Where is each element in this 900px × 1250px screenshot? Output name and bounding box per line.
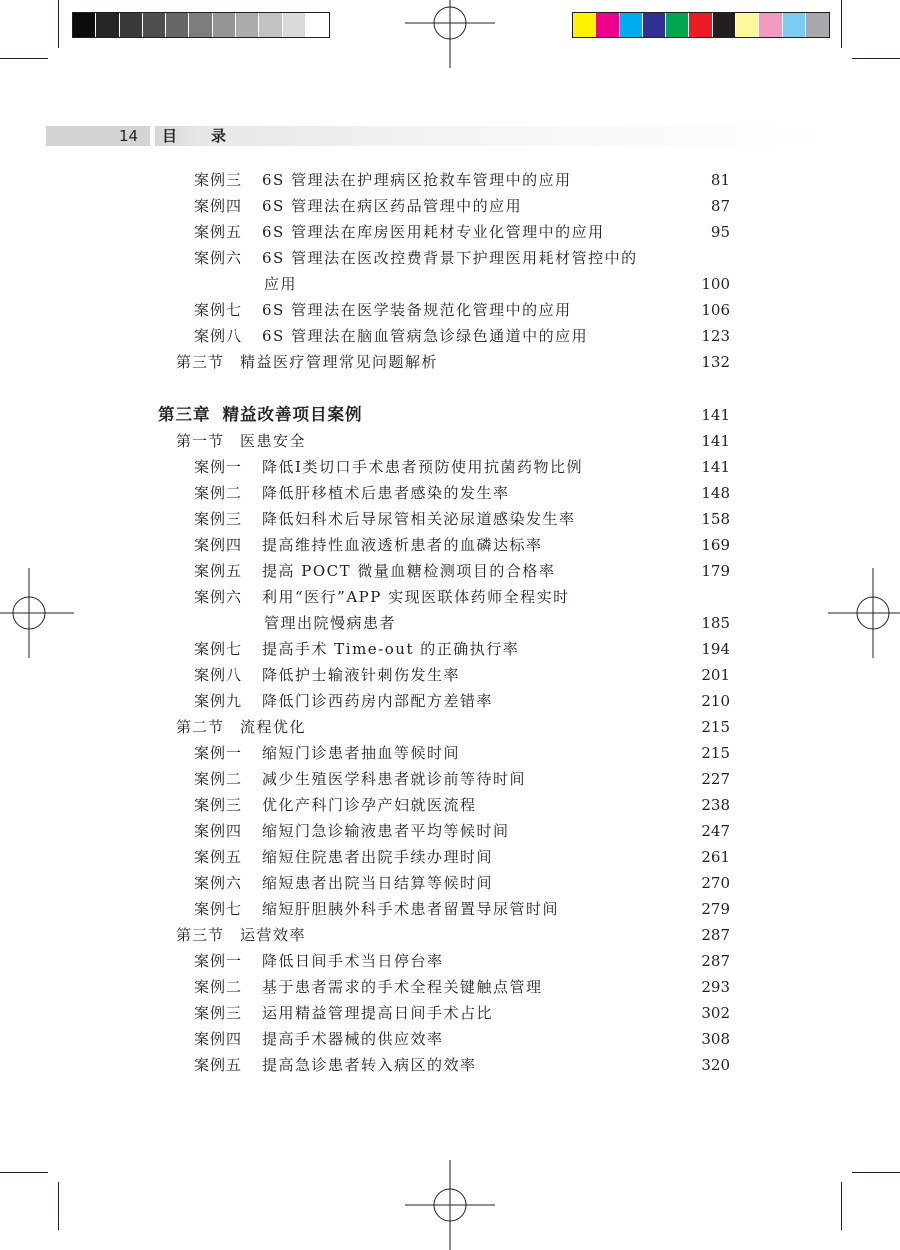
toc-entry-title: 应用: [264, 275, 298, 293]
toc-entry-title: 优化产科门诊孕产妇就医流程: [262, 796, 477, 814]
process-color-bar: [572, 12, 830, 38]
toc-page-number: 201: [701, 666, 730, 684]
toc-case-row[interactable]: [194, 1029, 730, 1049]
toc-entry-label: 案例六: [194, 249, 243, 267]
toc-leader-dots: [551, 535, 694, 555]
toc-section-row[interactable]: [176, 925, 730, 945]
toc-case-row[interactable]: [194, 196, 730, 216]
crop-mark: [58, 1182, 59, 1230]
toc-entry-title: 缩短肝胆胰外科手术患者留置导尿管时间: [262, 900, 560, 918]
toc-leader-dots: [452, 1029, 694, 1049]
color-swatch: [283, 13, 306, 37]
toc-case-row[interactable]: [194, 899, 730, 919]
toc-case-row[interactable]: [194, 691, 730, 711]
toc-leader-dots: [446, 352, 693, 372]
toc-leader-dots: [485, 795, 694, 815]
toc-entry-label: 案例三: [194, 796, 243, 814]
toc-case-row[interactable]: [194, 170, 730, 190]
color-swatch: [689, 13, 712, 37]
toc-entry-label: 案例一: [194, 744, 243, 762]
toc-entry-title: 减少生殖医学科患者就诊前等待时间: [262, 770, 527, 788]
toc-leader-dots: [485, 1055, 694, 1075]
toc-entry-title: 缩短门诊患者抽血等候时间: [262, 744, 461, 762]
toc-entry-label: 案例四: [194, 536, 243, 554]
toc-case-row[interactable]: [194, 483, 730, 503]
toc-page-number: 141: [701, 406, 730, 424]
toc-case-row[interactable]: [194, 300, 730, 320]
toc-leader-dots: [452, 951, 694, 971]
toc-entry-label: 第三节: [176, 353, 225, 371]
toc-case-row[interactable]: [194, 248, 730, 268]
running-header-title: 目录: [162, 127, 261, 145]
toc-entry-title: 6S 管理法在库房医用耗材专业化管理中的应用: [262, 223, 605, 241]
color-swatch: [120, 13, 143, 37]
toc-entry-label: 案例二: [194, 770, 243, 788]
toc-leader-dots: [518, 483, 694, 503]
toc-case-row[interactable]: [194, 795, 730, 815]
crop-mark: [852, 58, 900, 59]
toc-section-row[interactable]: [176, 717, 730, 737]
toc-leader-dots: [369, 405, 694, 425]
toc-page-number: 215: [701, 744, 730, 762]
toc-leader-dots: [314, 431, 693, 451]
toc-entry-label: 案例八: [194, 666, 243, 684]
crop-mark: [0, 1172, 48, 1173]
toc-page-number: 293: [701, 978, 730, 996]
toc-entry-label: 案例九: [194, 692, 243, 710]
toc-page-number: 106: [701, 301, 730, 319]
toc-entry-title: 降低妇科术后导尿管相关泌尿道感染发生率: [262, 510, 576, 528]
color-swatch: [759, 13, 782, 37]
toc-page-number: 148: [701, 484, 730, 502]
toc-chapter-row[interactable]: [158, 405, 730, 425]
registration-mark-bottom: [405, 1160, 495, 1250]
crop-mark: [852, 1172, 900, 1173]
color-swatch: [236, 13, 259, 37]
header-separator: [150, 126, 155, 146]
toc-page-number: 169: [701, 536, 730, 554]
toc-entry-label: 案例七: [194, 900, 243, 918]
toc-entry-label: 案例五: [194, 848, 243, 866]
toc-case-row[interactable]: [194, 743, 730, 763]
toc-case-row[interactable]: [194, 326, 730, 346]
crop-mark: [58, 0, 59, 48]
toc-page-number: 132: [701, 353, 730, 371]
toc-leader-dots: [305, 274, 693, 294]
toc-leader-dots: [527, 639, 693, 659]
color-swatch: [213, 13, 236, 37]
toc-entry-label: 案例二: [194, 978, 243, 996]
toc-case-row[interactable]: [264, 274, 730, 294]
toc-leader-dots: [613, 222, 703, 242]
toc-page-number: 185: [701, 614, 730, 632]
color-swatch: [143, 13, 166, 37]
toc-case-row[interactable]: [194, 873, 730, 893]
toc-case-row[interactable]: [194, 457, 730, 477]
color-swatch: [259, 13, 282, 37]
toc-page-number: 215: [701, 718, 730, 736]
toc-section-row[interactable]: [176, 352, 730, 372]
toc-case-row[interactable]: [264, 613, 730, 633]
toc-page-number: 95: [710, 223, 730, 241]
color-swatch: [736, 13, 759, 37]
toc-entry-title: 运营效率: [240, 926, 307, 944]
toc-entry-label: 案例五: [194, 562, 243, 580]
toc-leader-dots: [501, 847, 693, 867]
toc-page-number: 320: [701, 1056, 730, 1074]
toc-case-row[interactable]: [194, 847, 730, 867]
toc-entry-title: 6S 管理法在护理病区抢救车管理中的应用: [262, 171, 572, 189]
toc-entry-title: 精益改善项目案例: [222, 405, 363, 424]
toc-entry-title: 降低门诊西药房内部配方差错率: [262, 692, 494, 710]
toc-entry-title: 6S 管理法在病区药品管理中的应用: [262, 197, 523, 215]
grayscale-color-bar: [72, 12, 330, 38]
toc-entry-title: 提高手术器械的供应效率: [262, 1030, 444, 1048]
toc-leader-dots: [518, 821, 694, 841]
toc-entry-label: 案例三: [194, 171, 243, 189]
toc-page-number: 141: [701, 432, 730, 450]
toc-case-row[interactable]: [194, 587, 730, 607]
toc-page-number: 238: [701, 796, 730, 814]
crop-mark: [0, 58, 48, 59]
toc-case-row[interactable]: [194, 222, 730, 242]
toc-leader-dots: [551, 977, 694, 997]
toc-entry-title: 缩短患者出院当日结算等候时间: [262, 874, 494, 892]
toc-page-number: 158: [701, 510, 730, 528]
toc-leader-dots: [580, 170, 703, 190]
toc-leader-dots: [534, 769, 693, 789]
color-swatch: [189, 13, 212, 37]
toc-case-row[interactable]: [194, 535, 730, 555]
toc-entry-title: 降低日间手术当日停台率: [262, 952, 444, 970]
toc-leader-dots: [314, 717, 693, 737]
toc-page-number: 279: [701, 900, 730, 918]
toc-entry-label: 第三章: [158, 405, 211, 424]
toc-entry-label: 案例三: [194, 510, 243, 528]
toc-entry-label: 案例八: [194, 327, 243, 345]
toc-entry-title: 基于患者需求的手术全程关键触点管理: [262, 978, 543, 996]
toc-case-row[interactable]: [194, 1003, 730, 1023]
toc-entry-title: 降低Ⅰ类切口手术患者预防使用抗菌药物比例: [262, 458, 583, 476]
toc-entry-label: 案例五: [194, 223, 243, 241]
toc-page-number: 210: [701, 692, 730, 710]
toc-case-row[interactable]: [194, 769, 730, 789]
toc-case-row[interactable]: [194, 821, 730, 841]
toc-leader-dots: [596, 326, 693, 346]
toc-entry-title: 管理出院慢病患者: [264, 614, 397, 632]
toc-leader-dots: [530, 196, 703, 216]
toc-entry-label: 案例四: [194, 1030, 243, 1048]
toc-leader-dots: [404, 613, 693, 633]
toc-page-number: 261: [701, 848, 730, 866]
toc-entry-title: 缩短住院患者出院手续办理时间: [262, 848, 494, 866]
toc-entry-title: 流程优化: [240, 718, 307, 736]
toc-leader-dots: [501, 691, 693, 711]
toc-page-number: 194: [701, 640, 730, 658]
toc-entry-label: 案例七: [194, 640, 243, 658]
toc-page-number: 308: [701, 1030, 730, 1048]
color-swatch: [73, 13, 96, 37]
toc-entry-label: 案例一: [194, 952, 243, 970]
page-number: 14: [119, 127, 139, 145]
toc-page-number: 141: [701, 458, 730, 476]
toc-page-number: 270: [701, 874, 730, 892]
toc-page-number: 302: [701, 1004, 730, 1022]
registration-mark-top: [405, 0, 495, 68]
toc-entry-label: 第一节: [176, 432, 225, 450]
toc-entry-title: 提高手术 Time-out 的正确执行率: [262, 640, 520, 658]
toc-entry-label: 案例四: [194, 197, 243, 215]
toc-leader-dots: [501, 1003, 693, 1023]
toc-case-row[interactable]: [194, 977, 730, 997]
toc-page-number: 287: [701, 926, 730, 944]
toc-page-number: 87: [710, 197, 730, 215]
toc-case-row[interactable]: [194, 1055, 730, 1075]
registration-mark-left: [0, 568, 74, 658]
toc-entry-label: 案例一: [194, 458, 243, 476]
color-swatch: [96, 13, 119, 37]
toc-entry-label: 案例二: [194, 484, 243, 502]
color-swatch: [713, 13, 736, 37]
toc-case-row[interactable]: [194, 639, 730, 659]
toc-leader-dots: [501, 873, 693, 893]
toc-entry-label: 案例六: [194, 588, 243, 606]
toc-leader-dots: [468, 665, 693, 685]
toc-page-number: 227: [701, 770, 730, 788]
toc-case-row[interactable]: [194, 561, 730, 581]
toc-page-number: 179: [701, 562, 730, 580]
toc-entry-title: 提高 POCT 微量血糖检测项目的合格率: [262, 562, 556, 580]
toc-leader-dots: [563, 561, 693, 581]
color-swatch: [643, 13, 666, 37]
toc-entry-title: 降低护士输液针刺伤发生率: [262, 666, 461, 684]
toc-entry-title: 提高急诊患者转入病区的效率: [262, 1056, 477, 1074]
toc-case-row[interactable]: [194, 509, 730, 529]
toc-page-number: 81: [710, 171, 730, 189]
toc-leader-dots: [580, 300, 694, 320]
toc-leader-dots: [468, 743, 693, 763]
color-swatch: [166, 13, 189, 37]
toc-entry-label: 第三节: [176, 926, 225, 944]
toc-case-row[interactable]: [194, 951, 730, 971]
toc-case-row[interactable]: [194, 665, 730, 685]
toc-entry-title: 6S 管理法在医改控费背景下护理医用耗材管控中的: [262, 249, 638, 267]
color-swatch: [596, 13, 619, 37]
crop-mark: [841, 1182, 842, 1230]
toc-entry-title: 降低肝移植术后患者感染的发生率: [262, 484, 510, 502]
toc-entry-label: 案例五: [194, 1056, 243, 1074]
toc-entry-title: 6S 管理法在医学装备规范化管理中的应用: [262, 301, 572, 319]
toc-entry-label: 案例六: [194, 874, 243, 892]
color-swatch: [783, 13, 806, 37]
toc-section-row[interactable]: [176, 431, 730, 451]
toc-leader-dots: [584, 509, 694, 529]
toc-page-number: 100: [701, 275, 730, 293]
toc-entry-title: 6S 管理法在脑血管病急诊绿色通道中的应用: [262, 327, 589, 345]
color-swatch: [306, 13, 329, 37]
toc-entry-label: 案例七: [194, 301, 243, 319]
toc-leader-dots: [314, 925, 693, 945]
color-swatch: [620, 13, 643, 37]
toc-entry-label: 案例四: [194, 822, 243, 840]
color-swatch: [666, 13, 689, 37]
toc-page-number: 123: [701, 327, 730, 345]
toc-entry-title: 医患安全: [240, 432, 307, 450]
toc-entry-label: 案例三: [194, 1004, 243, 1022]
toc-entry-title: 精益医疗管理常见问题解析: [240, 353, 439, 371]
color-swatch: [806, 13, 829, 37]
color-swatch: [573, 13, 596, 37]
toc-leader-dots: [567, 899, 693, 919]
crop-mark: [841, 0, 842, 48]
toc-entry-title: 缩短门急诊输液患者平均等候时间: [262, 822, 510, 840]
toc-entry-title: 运用精益管理提高日间手术占比: [262, 1004, 494, 1022]
toc-page-number: 287: [701, 952, 730, 970]
toc-page-number: 247: [701, 822, 730, 840]
toc-leader-dots: [591, 457, 693, 477]
toc-entry-title: 提高维持性血液透析患者的血磷达标率: [262, 536, 543, 554]
toc-entry-title: 利用“医行”APP 实现医联体药师全程实时: [262, 588, 570, 606]
toc-entry-label: 第二节: [176, 718, 225, 736]
registration-mark-right: [828, 568, 900, 658]
